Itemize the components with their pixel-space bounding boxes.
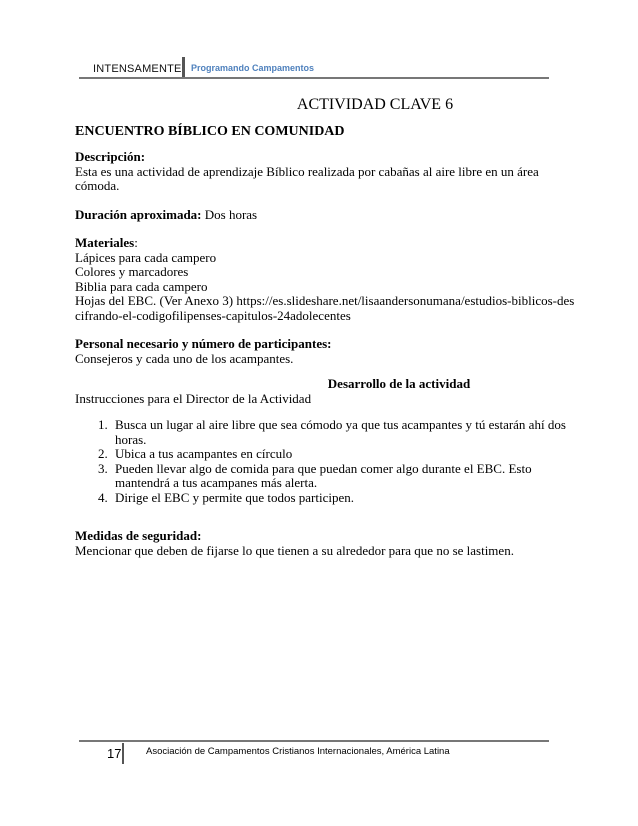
materials-label: Materiales [75,235,135,250]
development-label: Desarrollo de la actividad [327,376,471,391]
safety-label: Medidas de seguridad: [75,528,202,543]
header-subtitle: Programando Campamentos [191,63,315,73]
personnel-label: Personal necesario y número de participantes: [75,336,332,351]
development-block [75,377,575,505]
list-item: 3. Pueden llevar algo de comida para que puedan comer algo durante el EBC. Esto mantendrá a tus acampanes más alerta. [111,462,575,491]
list-item: 4. Dirige el EBC y permite que todos participen. [111,491,575,506]
description-label: Descripción: [75,149,146,164]
section-heading: ENCUENTRO BÍBLICO EN COMUNIDAD [75,123,345,139]
page-header [79,55,549,79]
description-block [75,150,575,194]
footer-rule [79,740,549,742]
safety-block [75,529,575,558]
description-text: Esta es una actividad de aprendizaje Bíblico realizada por cabañas al aire libre en un área cómoda. [75,163,539,193]
materials-item: Lápices para cada campero [75,249,217,265]
duration-value: Dos horas [204,206,258,222]
list-item: 2. Ubica a tus acampantes en círculo [111,447,575,462]
duration-label: Duración aproximada: [75,206,202,222]
duration-block [75,208,575,223]
personnel-text: Consejeros y cada uno de los acampantes. [75,350,294,366]
header-separator [182,57,185,79]
development-intro: Instrucciones para el Director de la Actividad [75,390,312,406]
safety-text: Mencionar que deben de fijarse lo que tienen a su alrededor para que no se lastimen. [75,542,514,558]
personnel-block [75,337,575,366]
materials-item: Hojas del EBC. (Ver Anexo 3) https://es.slideshare.net/lisaandersonumana/estudios-biblicos-descifrando-el-codigofilipenses-capitulos-24adolecentes [75,293,575,323]
materials-item: Biblia para cada campero [75,278,208,294]
page-footer [79,740,549,764]
page-content [75,98,575,572]
page-number: 17 [107,746,122,761]
materials-item: Colores y marcadores [75,264,189,279]
list-item: 1. Busca un lugar al aire libre que sea cómodo ya que tus acampantes y tú estarán ahí dos horas. [111,418,575,447]
header-title: INTENSAMENTE [93,63,182,75]
materials-block: Materiales: Lápices para cada campero Colores y marcadores Biblia para cada campero Hojas del EBC. (Ver Anexo 3) https://es.slideshare.net/lisaandersonumana/estudios-biblicos-descifrando-el-codigofilipenses-capitulos-24adolecentes [75,235,575,323]
footer-separator [122,743,124,764]
footer-text: Asociación de Campamentos Cristianos Internacionales, América Latina [146,746,450,757]
activity-title: ACTIVIDAD CLAVE 6 [296,96,454,113]
steps-list [75,418,575,505]
header-rule [79,77,549,79]
